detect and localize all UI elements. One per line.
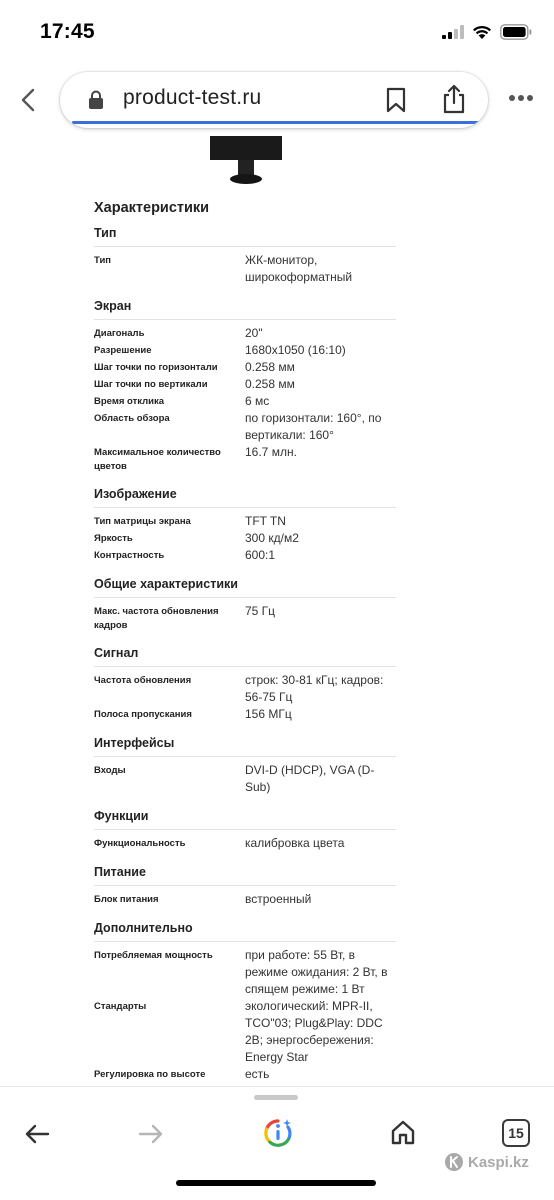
spec-value: 0.258 мм [245, 360, 295, 374]
section-title: Тип [94, 221, 396, 247]
spec-row [94, 547, 396, 564]
product-image [208, 136, 284, 186]
spec-row [94, 762, 396, 796]
wifi-icon [472, 25, 492, 40]
page-load-progress [72, 121, 488, 124]
section-gap [94, 723, 396, 731]
bookmark-icon[interactable] [386, 87, 406, 113]
spec-row [94, 891, 396, 908]
section-title: Изображение [94, 482, 396, 508]
spec-row [94, 998, 396, 1066]
spec-label: Тип [94, 255, 112, 266]
spec-value: есть [245, 1067, 270, 1081]
spec-value: TFT TN [245, 514, 286, 528]
spec-label: Шаг точки по горизонтали [94, 362, 218, 373]
spec-value: строк: 30-81 кГц; кадров: 56-75 Гц [245, 673, 384, 704]
spec-label: Регулировка по высоте [94, 1069, 206, 1080]
sheet-handle[interactable] [254, 1095, 298, 1100]
lock-icon [88, 90, 104, 110]
spec-row [94, 252, 396, 286]
spec-label: Тип матрицы экрана [94, 516, 191, 527]
section-gap [94, 908, 396, 916]
spec-row [94, 342, 396, 359]
section-title: Экран [94, 294, 396, 320]
spec-label: Частота обновления [94, 675, 192, 686]
spec-value: 16.7 млн. [245, 445, 297, 459]
section-gap [94, 286, 396, 294]
status-bar [0, 0, 554, 64]
spec-value: встроенный [245, 892, 312, 906]
spec-value: 300 кд/м2 [245, 531, 299, 545]
status-icons [442, 24, 532, 40]
forward-icon[interactable] [138, 1123, 164, 1145]
spec-label: Диагональ [94, 328, 145, 339]
section-gap [94, 633, 396, 641]
section-title: Сигнал [94, 641, 396, 667]
spec-value: 6 мс [245, 394, 270, 408]
tabs-button[interactable]: 15 [502, 1119, 530, 1147]
spec-label: Яркость [94, 533, 133, 544]
spec-value: при работе: 55 Вт, в режиме ожидания: 2 Вт, в спящем режиме: 1 Вт [245, 948, 388, 996]
spec-label: Полоса пропускания [94, 709, 192, 720]
spec-row [94, 530, 396, 547]
spec-label: Область обзора [94, 413, 170, 424]
section-title: Функции [94, 804, 396, 830]
more-icon[interactable] [508, 94, 534, 102]
watermark [444, 1152, 529, 1172]
signal-icon [442, 25, 464, 39]
spec-row [94, 325, 396, 342]
spec-label: Время отклика [94, 396, 165, 407]
spec-row [94, 835, 396, 852]
section-gap [94, 564, 396, 572]
address-bar[interactable] [60, 72, 488, 128]
spec-value: 156 МГц [245, 707, 292, 721]
section-title: Интерфейсы [94, 731, 396, 757]
spec-value: 0.258 мм [245, 377, 295, 391]
spec-label: Входы [94, 765, 126, 776]
specifications [94, 197, 396, 1100]
home-indicator[interactable] [176, 1180, 376, 1186]
spec-label: Блок питания [94, 894, 159, 905]
section-title: Дополнительно [94, 916, 396, 942]
section-title: Питание [94, 860, 396, 886]
watermark-text: Kaspi.kz [468, 1153, 529, 1171]
spec-value: ЖК-монитор, широкоформатный [245, 253, 353, 284]
spec-label: Контрастность [94, 550, 165, 561]
spec-label: Макс. частота обновления кадров [94, 606, 219, 631]
spec-value: по горизонтали: 160°, по вертикали: 160° [245, 411, 382, 442]
back-arrow-icon[interactable] [24, 1123, 50, 1145]
section-gap [94, 852, 396, 860]
spec-value: 20" [245, 326, 263, 340]
spec-label: Стандарты [94, 1001, 147, 1012]
spec-label: Потребляемая мощность [94, 950, 213, 961]
url-text: product-test.ru [123, 86, 262, 109]
section-gap [94, 796, 396, 804]
battery-icon [500, 24, 532, 40]
spec-row [94, 410, 396, 444]
home-icon[interactable] [390, 1119, 416, 1145]
spec-row [94, 359, 396, 376]
address-bar-row [0, 64, 554, 134]
spec-value: 75 Гц [245, 604, 276, 618]
spec-value: калибровка цвета [245, 836, 345, 850]
spec-row [94, 444, 396, 474]
back-icon[interactable] [16, 86, 40, 114]
section-title: Общие характеристики [94, 572, 396, 598]
spec-row [94, 947, 396, 998]
spec-row [94, 1066, 396, 1083]
kaspi-logo-icon [444, 1152, 464, 1172]
spec-value: экологический: MPR-II, TCO"03; Plug&Play: DDC 2B; энергосбережения: Energy Star [245, 999, 383, 1064]
spec-value: 600:1 [245, 548, 276, 562]
spec-value: DVI-D (HDCP), VGA (D-Sub) [245, 763, 375, 794]
spec-row [94, 393, 396, 410]
spec-value: 1680x1050 (16:10) [245, 343, 346, 357]
spec-label: Шаг точки по вертикали [94, 379, 208, 390]
spec-row [94, 513, 396, 530]
spec-row [94, 603, 396, 633]
section-gap [94, 474, 396, 482]
google-lens-icon[interactable] [262, 1117, 294, 1149]
spec-label: Функциональность [94, 838, 186, 849]
page-title: Характеристики [94, 200, 210, 216]
spec-row [94, 672, 396, 706]
status-time: 17:45 [40, 20, 95, 43]
share-icon[interactable] [442, 84, 466, 114]
spec-label: Разрешение [94, 345, 152, 356]
spec-row [94, 376, 396, 393]
spec-label: Максимальное количество цветов [94, 447, 221, 472]
spec-row [94, 706, 396, 723]
